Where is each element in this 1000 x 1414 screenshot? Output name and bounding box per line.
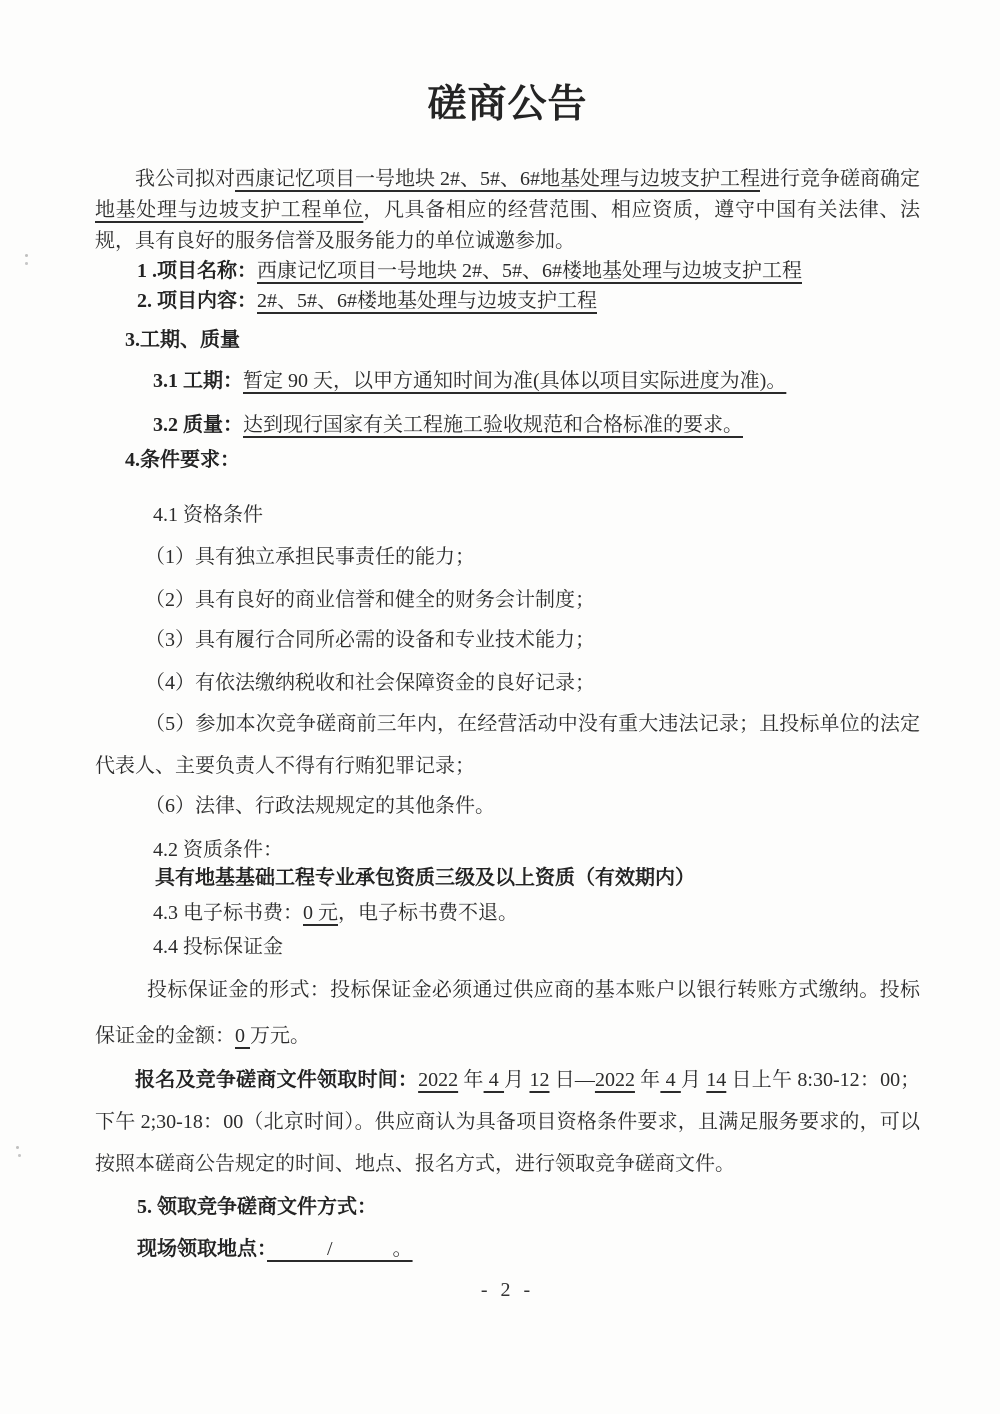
condition-item: （2）具有良好的商业信誉和健全的财务会计制度； [145, 589, 595, 611]
schedule-rest: 日上午 8:30-12：00；下午 2;30-18：00（北京时间）。供应商认为具备项目资格条件要求，且满足服务要求的，可以按照本磋商公告规定的时间、地点、报名方式，进行领取竞争磋商文件。 [95, 1069, 921, 1175]
condition-item: （5）参加本次竞争磋商前三年内，在经营活动中没有重大违法记录；且投标单位的法定代表人、主要负责人不得有行贿犯罪记录； [95, 713, 920, 777]
page-number: - 2 - [480, 1279, 535, 1301]
deposit-amount: 0 [235, 1025, 250, 1047]
schedule-separator: 月 [680, 1069, 707, 1091]
item-label: 2. 项目内容： [137, 290, 257, 312]
document-title: 磋商公告 [427, 83, 588, 126]
intro-paragraph [95, 164, 920, 257]
item-value: 暂定 90 天，以甲方通知时间为准(具体以项目实际进度为准)。 [243, 370, 787, 392]
item-value: 2#、5#、6#楼地基处理与边坡支护工程 [257, 290, 597, 312]
item-label: 1 .项目名称： [137, 260, 257, 282]
item-duration [153, 367, 920, 395]
subsection-bid-deposit [153, 933, 920, 961]
item-label: 3.2 质量： [153, 414, 243, 436]
subsection-heading: 4.4 投标保证金 [153, 936, 283, 958]
item-quality [153, 411, 920, 439]
credential-text: 具有地基基础工程专业承包资质三级及以上资质（有效期内） [155, 867, 695, 889]
subsection-qualification-conditions [153, 501, 920, 529]
section-heading: 4.条件要求： [125, 449, 240, 471]
section-heading: 3.工期、质量 [125, 329, 240, 351]
item-value: 西康记忆项目一号地块 2#、5#、6#楼地基处理与边坡支护工程 [257, 260, 802, 282]
schedule-separator: 年 [634, 1069, 661, 1091]
intro-lead: 我公司拟对 [135, 168, 235, 190]
subsection-credential-conditions [153, 836, 920, 864]
item-bid-document-fee [153, 899, 920, 927]
schedule-paragraph [95, 1059, 920, 1185]
intro-project-scope: 西康记忆项目一号地块 2#、5#、6#地基处理与边坡支护工程 [235, 168, 760, 190]
fee-value: 0 元 [303, 902, 338, 924]
schedule-month-end: 4 [660, 1069, 681, 1091]
pickup-label: 现场领取地点： [137, 1238, 267, 1260]
section-heading-pickup-method [137, 1193, 920, 1221]
pickup-location-line [137, 1235, 920, 1263]
section-heading-requirements [125, 446, 920, 474]
section-heading: 5. 领取竞争磋商文件方式： [137, 1196, 377, 1218]
schedule-month-start: 4 [483, 1069, 505, 1091]
condition-item: （3）具有履行合同所必需的设备和专业技术能力； [145, 629, 595, 651]
deposit-paragraph [95, 967, 920, 1059]
subsection-heading: 4.2 资质条件： [153, 839, 283, 861]
intro-unit: 地基处理与边坡支护工程单位 [95, 199, 364, 221]
schedule-separator: 日— [549, 1069, 595, 1091]
schedule-separator: 年 [458, 1069, 484, 1091]
scan-speck [16, 1146, 19, 1149]
subsection-heading: 4.1 资格条件 [153, 504, 263, 526]
item-project-name [137, 257, 920, 285]
item-label: 3.1 工期： [153, 370, 243, 392]
section-heading-duration-quality [125, 326, 920, 354]
item-label: 4.3 电子标书费： [153, 902, 303, 924]
schedule-year-start: 2022 [418, 1069, 459, 1091]
deposit-lead: 投标保证金的形式：投标保证金必须通过供应商的基本账户以银行转账方式缴纳。投标保证金的金额： [95, 979, 920, 1047]
credential-requirement [155, 864, 920, 892]
condition-item: （1）具有独立承担民事责任的能力； [145, 546, 475, 568]
deposit-tail: 万元。 [250, 1025, 310, 1047]
condition-item: （4）有依法缴纳税收和社会保障资金的良好记录； [145, 672, 595, 694]
schedule-label: 报名及竞争磋商文件领取时间： [135, 1069, 419, 1091]
schedule-day-start: 12 [529, 1069, 550, 1091]
item-value: 达到现行国家有关工程施工验收规范和合格标准的要求。 [243, 414, 743, 436]
item-project-content [137, 287, 920, 315]
condition-item: （6）法律、行政法规规定的其他条件。 [145, 795, 495, 817]
schedule-day-end: 14 [706, 1069, 727, 1091]
scan-speck [25, 254, 28, 257]
schedule-separator: 月 [504, 1069, 530, 1091]
intro-rest: ，凡具备相应的经营范围、相应资质，遵守中国有关法律、法规，具有良好的服务信誉及服务能力的单位诚邀参加。 [95, 199, 921, 252]
item-rest: ，电子标书费不退。 [338, 902, 518, 924]
pickup-blank-field: / 。 [267, 1238, 413, 1260]
schedule-year-end: 2022 [594, 1069, 635, 1091]
intro-mid: 进行竞争磋商确定 [760, 168, 920, 190]
